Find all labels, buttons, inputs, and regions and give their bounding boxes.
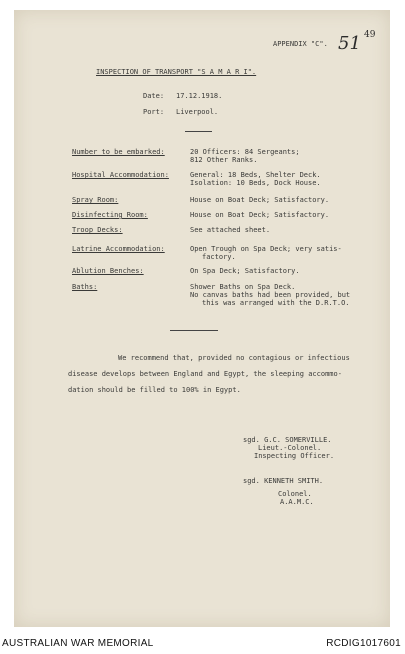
port-value: Liverpool.: [176, 108, 219, 116]
row-value: General: 18 Beds, Shelter Deck.: [190, 171, 321, 179]
recommendation-line: dation should be filled to 100% in Egypt.: [68, 386, 241, 394]
row-value: House on Boat Deck; Satisfactory.: [190, 196, 330, 204]
row-label-latrine: Latrine Accommodation:: [72, 245, 165, 253]
date-value: 17.12.1918.: [176, 92, 223, 100]
recommendation-line: disease develops between England and Egypt, the sleeping accommo-: [68, 370, 342, 378]
divider-top: [185, 131, 212, 132]
port-label: Port:: [143, 108, 165, 116]
row-label-embarked: Number to be embarked:: [72, 148, 165, 156]
row-value: Open Trough on Spa Deck; very satis-: [190, 245, 342, 253]
row-value: Isolation: 10 Beds, Dock House.: [190, 179, 321, 187]
row-value: Shower Baths on Spa Deck.: [190, 283, 296, 291]
date-label: Date:: [143, 92, 165, 100]
row-label-spray: Spray Room:: [72, 196, 119, 204]
row-label-troop-decks: Troop Decks:: [72, 226, 123, 234]
page-number: 49: [364, 30, 376, 40]
signature-rank: Colonel.: [278, 490, 312, 498]
row-label-baths: Baths:: [72, 283, 98, 291]
signature-rank: Lieut.-Colonel.: [258, 444, 322, 452]
row-value: See attached sheet.: [190, 226, 271, 234]
row-value: No canvas baths had been provided, but: [190, 291, 351, 299]
divider-middle: [170, 330, 218, 331]
appendix-label: APPENDIX "C".: [273, 40, 328, 48]
footer-source: AUSTRALIAN WAR MEMORIAL: [2, 638, 154, 649]
row-value: factory.: [202, 253, 236, 261]
signature-role: Inspecting Officer.: [254, 452, 335, 460]
row-label-hospital: Hospital Accommodation:: [72, 171, 169, 179]
signature-name: sgd. G.C. SOMERVILLE.: [243, 436, 332, 444]
row-value: On Spa Deck; Satisfactory.: [190, 267, 300, 275]
recommendation-line: We recommend that, provided no contagious or infectious: [118, 354, 350, 362]
row-value: this was arranged with the D.R.T.O.: [202, 299, 350, 307]
row-value: 812 Other Ranks.: [190, 156, 258, 164]
row-value: House on Boat Deck; Satisfactory.: [190, 211, 330, 219]
row-label-ablution: Ablution Benches:: [72, 267, 144, 275]
signature-name: sgd. KENNETH SMITH.: [243, 477, 324, 485]
row-value: 20 Officers: 84 Sergeants;: [190, 148, 300, 156]
row-label-disinfecting: Disinfecting Room:: [72, 211, 148, 219]
document-page: [14, 10, 390, 627]
folio-mark: 51: [338, 33, 361, 54]
footer-id: RCDIG1017601: [326, 638, 401, 649]
signature-unit: A.A.M.C.: [280, 498, 314, 506]
document-title: INSPECTION OF TRANSPORT "S A M A R I".: [96, 68, 257, 76]
